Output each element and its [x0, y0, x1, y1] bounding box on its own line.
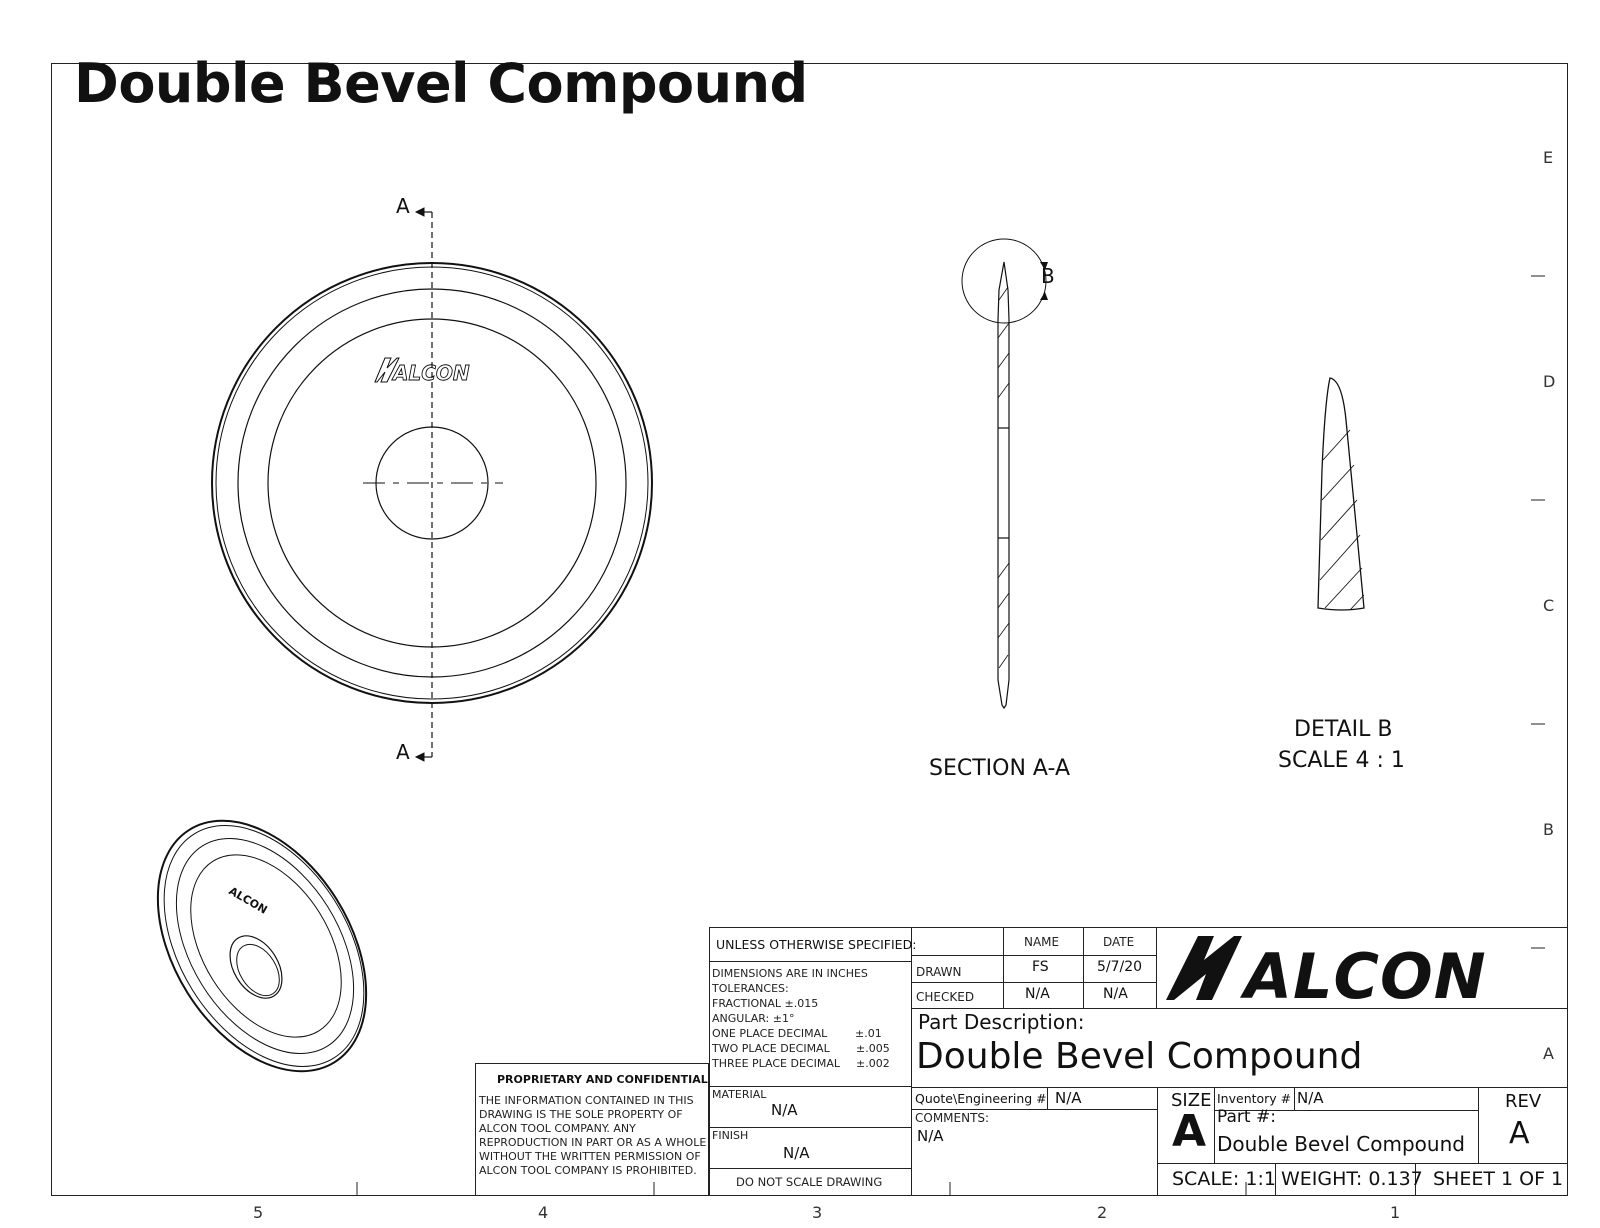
proprietary-line: THE INFORMATION CONTAINED IN THIS	[479, 1094, 694, 1107]
part-description: Double Bevel Compound	[916, 1036, 1363, 1077]
detail-marker: B	[1041, 264, 1055, 288]
section-view	[962, 239, 1048, 708]
detail-scale: SCALE 4 : 1	[1278, 748, 1405, 773]
part-description-label: Part Description:	[918, 1010, 1085, 1034]
zone-col-2: 2	[1097, 1203, 1108, 1222]
finish-value: N/A	[783, 1144, 810, 1162]
zone-col-1: 1	[1390, 1203, 1401, 1222]
zone-row-c: C	[1543, 596, 1555, 615]
checked-name: N/A	[1025, 986, 1050, 1002]
svg-text:ALCON: ALCON	[393, 361, 470, 385]
quote-value: N/A	[1055, 1089, 1082, 1107]
size-label: SIZE	[1171, 1090, 1212, 1111]
isometric-view	[115, 783, 409, 1109]
zone-col-5: 5	[253, 1203, 264, 1222]
sheet-value: SHEET 1 OF 1	[1433, 1168, 1564, 1190]
alcon-logo	[1164, 930, 1500, 1006]
proprietary-heading: PROPRIETARY AND CONFIDENTIAL	[497, 1073, 708, 1086]
rev-label: REV	[1505, 1091, 1542, 1112]
tol-two-place: TWO PLACE DECIMAL	[712, 1042, 830, 1055]
size-value: A	[1172, 1106, 1207, 1157]
comments-label: COMMENTS:	[915, 1111, 990, 1125]
proprietary-line: ALCON TOOL COMPANY. ANY	[479, 1122, 636, 1135]
rev-value: A	[1509, 1116, 1530, 1151]
proprietary-line: REPRODUCTION IN PART OR AS A WHOLE	[479, 1136, 707, 1149]
tol-angular: ANGULAR: ±1°	[712, 1012, 795, 1025]
tol-two-place-value: ±.005	[856, 1042, 890, 1055]
checked-date: N/A	[1103, 986, 1128, 1002]
material-value: N/A	[771, 1101, 798, 1119]
zone-row-b: B	[1543, 820, 1554, 839]
material-label: MATERIAL	[712, 1088, 767, 1101]
comments-value: N/A	[917, 1127, 944, 1145]
tol-three-place: THREE PLACE DECIMAL	[712, 1057, 840, 1070]
tol-one-place: ONE PLACE DECIMAL	[712, 1027, 828, 1040]
proprietary-line: WITHOUT THE WRITTEN PERMISSION OF	[479, 1150, 701, 1163]
dims-inches: DIMENSIONS ARE IN INCHES	[712, 967, 868, 980]
front-logo	[375, 358, 470, 385]
tolerances-label: TOLERANCES:	[712, 982, 789, 995]
svg-text:ALCON: ALCON	[1244, 940, 1487, 1006]
section-marker-top: A	[396, 194, 410, 218]
zone-col-4: 4	[538, 1203, 549, 1222]
checked-label: CHECKED	[916, 990, 975, 1004]
proprietary-line: ALCON TOOL COMPANY IS PROHIBITED.	[479, 1164, 697, 1177]
tol-fractional: FRACTIONAL ±.015	[712, 997, 819, 1010]
zone-row-e: E	[1543, 148, 1554, 167]
part-number-value: Double Bevel Compound	[1217, 1132, 1465, 1156]
inventory-label: Inventory #	[1217, 1091, 1292, 1106]
detail-view	[1318, 378, 1364, 610]
page-title: Double Bevel Compound	[74, 52, 808, 115]
proprietary-box	[475, 1063, 709, 1196]
name-header: NAME	[1024, 935, 1060, 949]
drawn-date: 5/7/20	[1097, 959, 1143, 975]
proprietary-line: DRAWING IS THE SOLE PROPERTY OF	[479, 1108, 683, 1121]
section-caption: SECTION A-A	[929, 756, 1070, 781]
scale-value: SCALE: 1:1	[1172, 1168, 1276, 1190]
finish-label: FINISH	[712, 1129, 749, 1142]
detail-caption: DETAIL B	[1294, 717, 1393, 742]
part-number-label: Part #:	[1217, 1107, 1276, 1127]
tol-three-place-value: ±.002	[856, 1057, 890, 1070]
weight-value: WEIGHT: 0.137	[1281, 1168, 1423, 1190]
section-marker-bottom: A	[396, 740, 410, 764]
zone-row-d: D	[1543, 372, 1556, 391]
zone-row-a: A	[1543, 1044, 1554, 1063]
unless-specified: UNLESS OTHERWISE SPECIFIED:	[716, 937, 917, 952]
svg-text:ALCON: ALCON	[226, 884, 270, 917]
inventory-value: N/A	[1297, 1089, 1324, 1107]
drawn-label: DRAWN	[916, 965, 962, 979]
tol-one-place-value: ±.01	[855, 1027, 882, 1040]
do-not-scale: DO NOT SCALE DRAWING	[736, 1175, 883, 1189]
drawn-name: FS	[1032, 959, 1049, 975]
front-view	[212, 208, 652, 761]
quote-label: Quote\Engineering #	[915, 1091, 1047, 1106]
zone-col-3: 3	[812, 1203, 823, 1222]
date-header: DATE	[1103, 935, 1135, 949]
